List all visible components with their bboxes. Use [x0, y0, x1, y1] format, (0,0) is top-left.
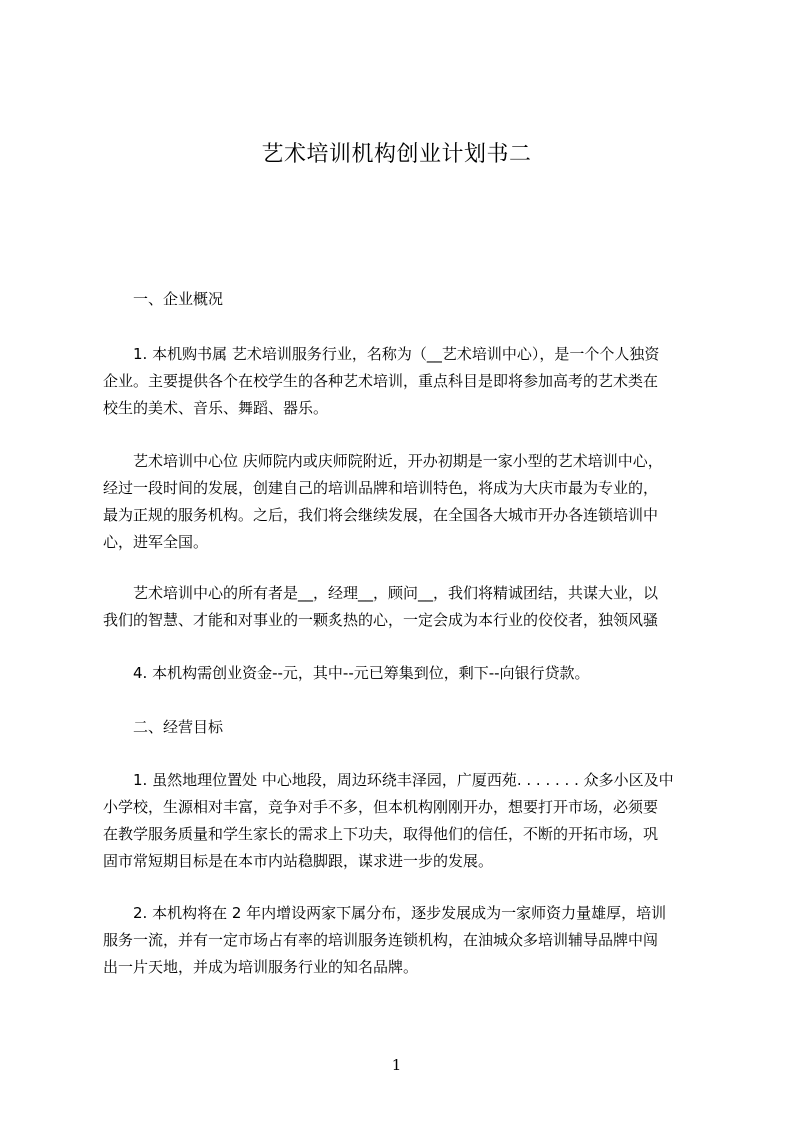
text-line: 最为正规的服务机构。之后，我们将会继续发展，在全国各大城市开办各连锁培训中 [103, 506, 659, 524]
paragraph-funding [103, 660, 699, 687]
text-line: 固市常短期目标是在本市内站稳脚跟，谋求进一步的发展。 [103, 852, 494, 870]
text-line: 小学校，生源相对丰富，竞争对手不多，但本机构刚刚开办，想要打开市场，必须要 [103, 798, 659, 816]
paragraph-location [103, 448, 699, 556]
text-line: 心，进军全国。 [103, 533, 209, 551]
text-line: 艺术培训中心位 庆师院内或庆师院附近，开办初期是一家小型的艺术培训中心， [103, 452, 663, 470]
text-line: 2. 本机构将在 2 年内增设两家下属分布，逐步发展成为一家师资力量雄厚，培训 [103, 904, 667, 922]
page-number: 1 [391, 1056, 402, 1074]
text-line: 经过一段时间的发展，创建自己的培训品牌和培训特色，将成为大庆市最为专业的， [103, 479, 659, 497]
section-heading-goals [103, 714, 699, 741]
text-line: 服务一流，并有一定市场占有率的培训服务连锁机构，在油城众多培训辅导品牌中闯 [103, 931, 659, 949]
section-heading-overview [103, 286, 699, 313]
text-line: 4. 本机构需创业资金--元，其中--元已筹集到位，剩下--向银行贷款。 [103, 664, 590, 682]
text-line: 二、经营目标 [103, 718, 224, 736]
paragraph-owners [103, 580, 699, 634]
text-line: 1. 虽然地理位置处 中心地段，周边环绕丰泽园，广厦西苑. . . . . . . 众多小区及中 [103, 771, 674, 789]
text-line: 我们的智慧、才能和对事业的一颗炙热的心，一定会成为本行业的佼佼者，独领风骚 [103, 611, 659, 629]
document-title: 艺术培训机构创业计划书二 [261, 142, 532, 167]
text-line: 1. 本机购书属 艺术培训服务行业，名称为（__艺术培训中心），是一个个人独资 [103, 345, 660, 363]
text-line: 艺术培训中心的所有者是__，经理__，顾问__，我们将精诚团结，共谋大业，以 [103, 584, 659, 602]
paragraph-location-goal [103, 767, 699, 875]
paragraph-expansion-goal [103, 900, 699, 981]
text-line: 校生的美术、音乐、舞蹈、器乐。 [103, 399, 329, 417]
paragraph-business-type [103, 341, 699, 422]
text-line: 出一片天地，并成为培训服务行业的知名品牌。 [103, 958, 419, 976]
text-line: 企业。主要提供各个在校学生的各种艺术培训，重点科目是即将参加高考的艺术类在 [103, 372, 659, 390]
text-line: 一、企业概况 [103, 290, 224, 308]
text-line: 在教学服务质量和学生家长的需求上下功夫，取得他们的信任，不断的开拓市场，巩 [103, 825, 659, 843]
